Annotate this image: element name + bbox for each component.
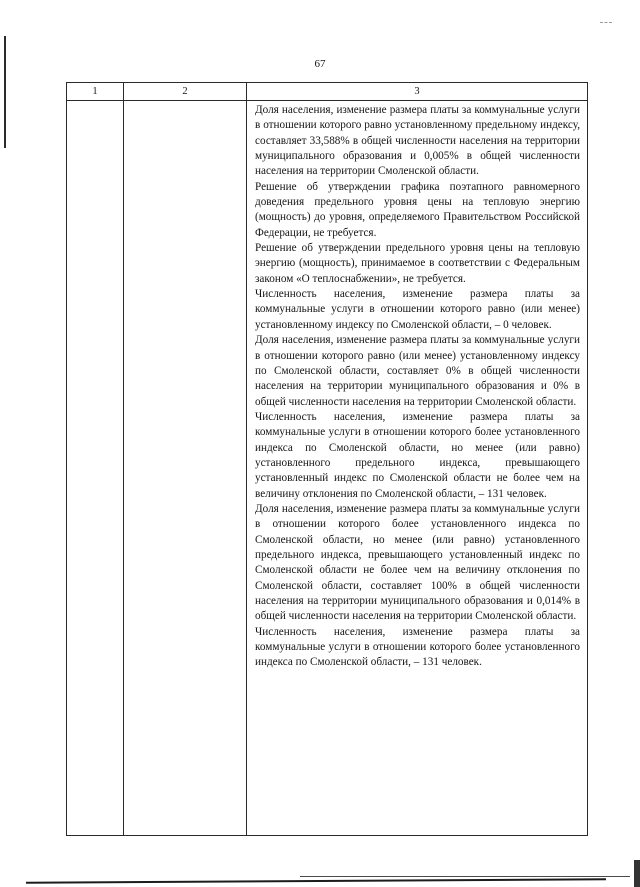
column-header-3: 3	[247, 83, 588, 101]
paragraph: Доля населения, изменение размера платы за коммунальные услуги в отношении которого равно (или менее) установленному индексу по Смоленской области, составляет 0% в общей численности населения на территории муниципального образования и 0% в общей численности населения на территории Смоленской области.	[255, 334, 580, 408]
paragraph: Численность населения, изменение размера платы за коммунальные услуги в отношении которого равно (или менее) установленному индексу по Смоленской области, – 0 человек.	[255, 288, 580, 331]
cell-col-3	[247, 101, 588, 836]
cell-col-1	[67, 101, 124, 836]
table-header-row	[67, 83, 588, 101]
column-header-1: 1	[67, 83, 124, 101]
scan-edge-mark	[4, 36, 6, 148]
paragraph: Численность населения, изменение размера платы за коммунальные услуги в отношении которого более установленного индекса по Смоленской области, но менее (или равно) установленного предельного индекса, превышающего установленный индекс по Смоленской области не более чем на величину отклонения по Смоленской области, – 131 человек.	[255, 410, 580, 500]
paragraph: Доля населения, изменение размера платы за коммунальные услуги в отношении которого равно установленному предельному индексу, составляет 33,588% в общей численности населения на территории муниципального образования и 0,005% в общей численности населения на территории Смоленской области.	[255, 104, 580, 178]
document-table	[66, 82, 588, 836]
scan-right-edge	[634, 860, 640, 887]
scan-corner-mark	[600, 22, 612, 23]
paragraph: Численность населения, изменение размера платы за коммунальные услуги в отношении которого более установленного индекса по Смоленской области, – 131 человек.	[255, 625, 580, 669]
table-row	[67, 101, 588, 836]
scan-bottom-line	[300, 876, 630, 877]
scan-bottom-edge	[26, 878, 606, 884]
paragraph: Решение об утверждении графика поэтапного равномерного доведения предельного уровня цены на тепловую энергию (мощность) до уровня, определяемого Правительством Российской Федерации, не требуется.	[255, 180, 580, 239]
paragraph: Доля населения, изменение размера платы за коммунальные услуги в отношении которого более установленного индекса по Смоленской области, но менее (или равно) установленного предельного индекса, превышающего установленный индекс по Смоленской области не более чем на величину отклонения по Смоленской области, составляет 100% в общей численности населения на территории муниципального образования и 0,014% в общей численности населения на территории Смоленской области.	[255, 502, 580, 623]
cell-col-2	[124, 101, 247, 836]
paragraph: Решение об утверждении предельного уровня цены на тепловую энергию (мощность), принимаемое в соответствии с Федеральным законом «О теплоснабжении», не требуется.	[255, 242, 580, 285]
cell-text-block	[247, 101, 587, 671]
column-header-2: 2	[124, 83, 247, 101]
page-number: 67	[314, 58, 326, 70]
